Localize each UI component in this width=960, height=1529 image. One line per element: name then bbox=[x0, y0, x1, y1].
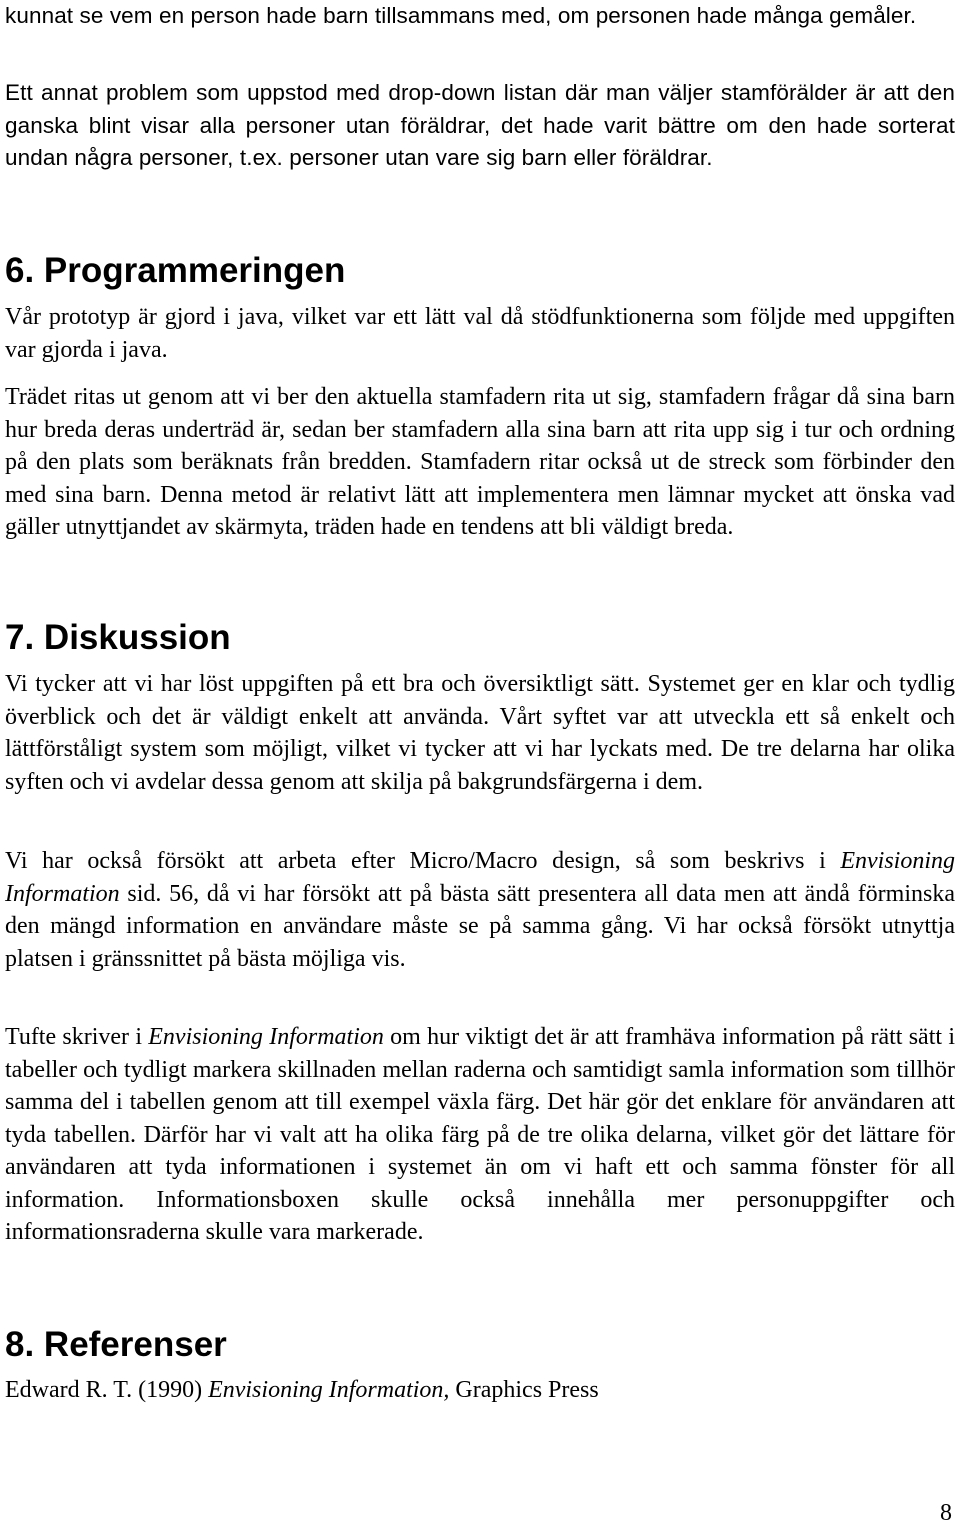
section-6-paragraph-2: Trädet ritas ut genom att vi ber den aktuella stamfadern rita ut sig, stamfadern frågar då sina barn hur breda deras underträd är, sedan ber stamfadern alla sina barn att rita upp sig i tur och ordning på den plats som beräknats från bredden. Stamfadern ritar också ut de streck som förbinder den med sina barn. Denna metod är relativt lätt att implementera men lämnar mycket att önska vad gäller utnyttjandet av skärmyta, träden hade en tendens att bli väldigt breda. bbox=[5, 384, 955, 540]
text-run: om hur viktigt det är att framhäva information på rätt sätt i tabeller och tydligt markera skillnaden mellan raderna och samtidigt samla information som tillhör samma del i tabellen genom att till exempel växla färg. Det här gör det enklare för användaren att tyda tabellen. Därför har vi valt att ha olika färg på de tre olika delarna, vilket gör det lättare för användaren att tyda informationen i systemet än om vi haft ett och samma fönster för all information. Informationsboxen skulle också innehålla mer personuppgifter och informationsraderna skulle vara markerade. bbox=[5, 1024, 955, 1245]
page-number: 8 bbox=[940, 1500, 952, 1526]
book-title: Envisioning Information bbox=[5, 848, 955, 907]
section-8-heading: 8. Referenser bbox=[5, 1325, 227, 1364]
text-run: Tufte skriver i bbox=[5, 1024, 149, 1050]
text-run: Edward R. T. (1990) bbox=[5, 1377, 209, 1403]
section-6-paragraph-1: Vår prototyp är gjord i java, vilket var ett lätt val då stödfunktionerna som följde med uppgiften var gjorda i java. bbox=[5, 304, 955, 363]
text-run: sid. 56, då vi har försökt att på bästa sätt presentera all data men att ändå förminska den mängd information en användare måste se på samma gång. Vi har också försökt utnyttja platsen i gränssnittet på bästa möjliga vis. bbox=[5, 880, 955, 972]
intro-paragraph-2: Ett annat problem som uppstod med drop-down listan där man väljer stamförälder är att den ganska blint visar alla personer utan föräldrar, det hade varit bättre om den hade sorterat undan några personer, t.ex. personer utan vare sig barn eller föräldrar. bbox=[5, 80, 955, 170]
section-6-heading: 6. Programmeringen bbox=[5, 251, 346, 290]
text-run: Graphics Press bbox=[449, 1377, 599, 1403]
book-title: Envisioning Information bbox=[148, 1024, 384, 1050]
book-title: Envisioning Information, bbox=[208, 1377, 450, 1403]
section-7-heading: 7. Diskussion bbox=[5, 618, 231, 657]
reference-entry bbox=[5, 1374, 955, 1407]
text-run: Vi har också försökt att arbeta efter Micro/Macro design, så som beskrivs i bbox=[5, 848, 841, 874]
section-7-paragraph-2 bbox=[5, 845, 955, 975]
section-7-paragraph-1: Vi tycker att vi har löst uppgiften på ett bra och översiktligt sätt. Systemet ger en klar och tydlig överblick och det är väldigt enkelt att använda. Vårt syftet var att utveckla ett så enkelt och lättförståligt system som möjligt, vilket vi tycker att vi har lyckats med. De tre delarna har olika syften och vi avdelar dessa genom att skilja på bakgrundsfärgerna i dem. bbox=[5, 671, 955, 795]
intro-paragraph-1: kunnat se vem en person hade barn tillsammans med, om personen hade många gemåler. bbox=[5, 3, 917, 28]
section-7-paragraph-3 bbox=[5, 1021, 955, 1249]
